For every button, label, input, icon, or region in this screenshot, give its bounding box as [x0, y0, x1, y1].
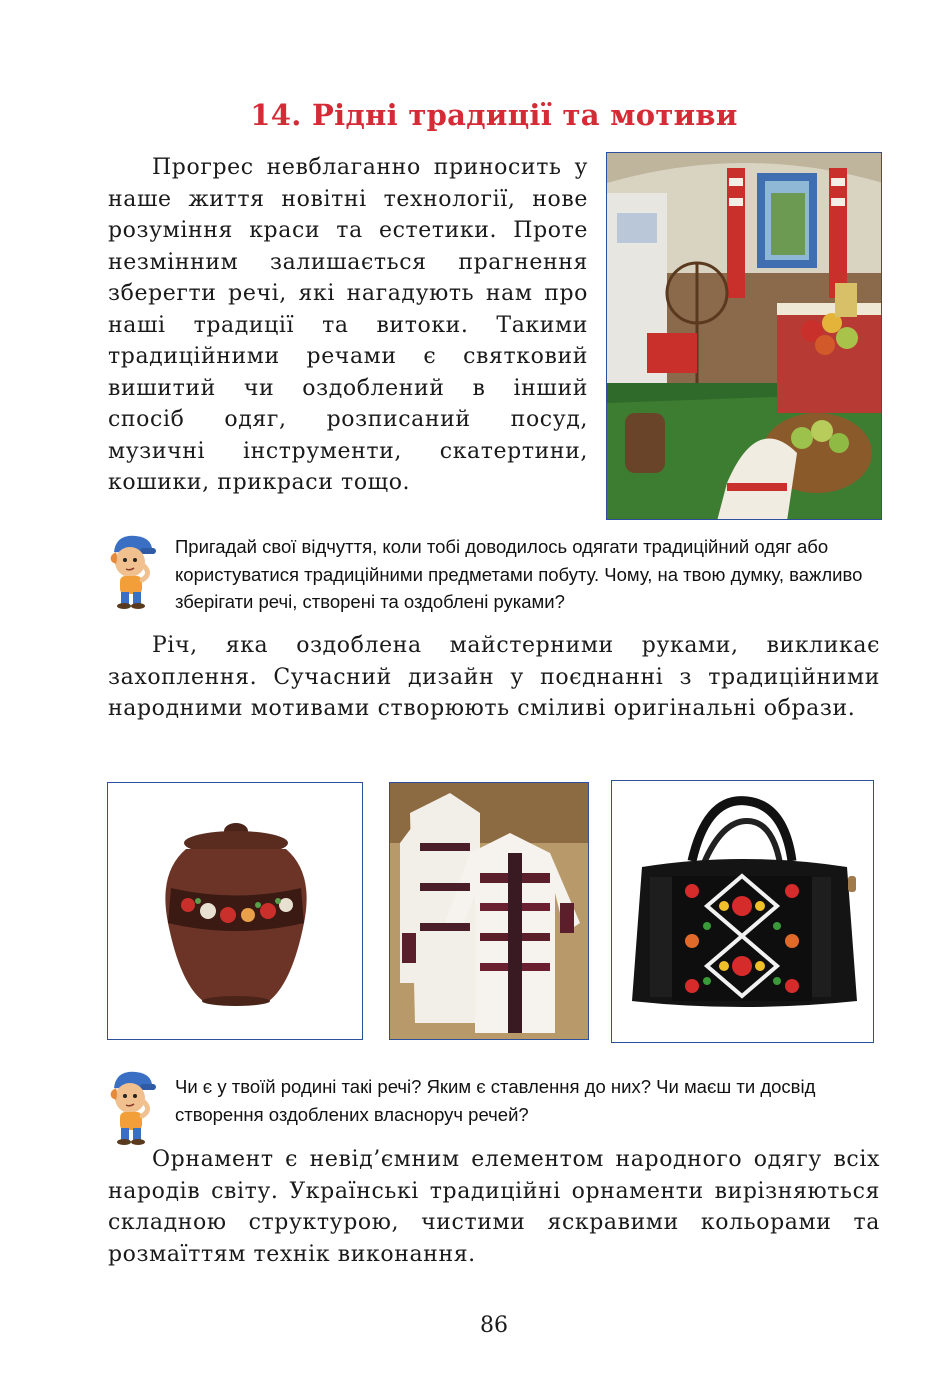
paragraph-2-text: Річ, яка оздоблена майстерними руками, викликає захоплення. Сучасний дизайн у поєднанні з традиційними народними мотивами створюють сміливі оригінальні образи.: [108, 633, 880, 721]
traditional-interior-image: [606, 152, 882, 520]
painted-pot-image: [107, 782, 363, 1040]
embroidered-bag-image: [611, 780, 874, 1043]
thinking-boy-icon: [104, 1066, 164, 1146]
question-note-2: Чи є у твоїй родині такі речі? Яким є ставлення до них? Чи маєш ти досвід створення оздоблених власноруч речей?: [175, 1076, 816, 1125]
thinking-boy-icon: [104, 530, 164, 610]
intro-paragraph: [108, 152, 588, 499]
paragraph-3-text: Орнамент є невід’ємним елементом народного одягу всіх народів світу. Українські традиційні орнаменти вирізняються складною структурою, чистими яскравими кольорами та розмаїттям технік виконання.: [108, 1147, 880, 1267]
page-number: 86: [480, 1313, 508, 1338]
question-note-1: Пригадай свої відчуття, коли тобі доводилось одягати традиційний одяг або користуватися традиційними предметами побуту. Чому, на твою думку, важливо зберігати речі, створені та оздоблені руками?: [175, 536, 863, 612]
paragraph-2: [108, 630, 880, 725]
paragraph-3: [108, 1144, 880, 1270]
intro-text: Прогрес невблаганно приносить у наше життя новітні технології, нове розуміння краси та естетики. Проте незмінним залишається прагнення зберегти речі, які нагадують нам про наші традиції та витоки. Такими традиційними речами є святковий вишитий чи оздоблений в інший спосіб одяг, розписаний посуд, музичні інструменти, скатертини, кошики, прикраси тощо.: [108, 155, 588, 495]
page-title: 14. Рідні традиції та мотиви: [250, 98, 738, 132]
embroidered-shirts-image: [389, 782, 589, 1040]
